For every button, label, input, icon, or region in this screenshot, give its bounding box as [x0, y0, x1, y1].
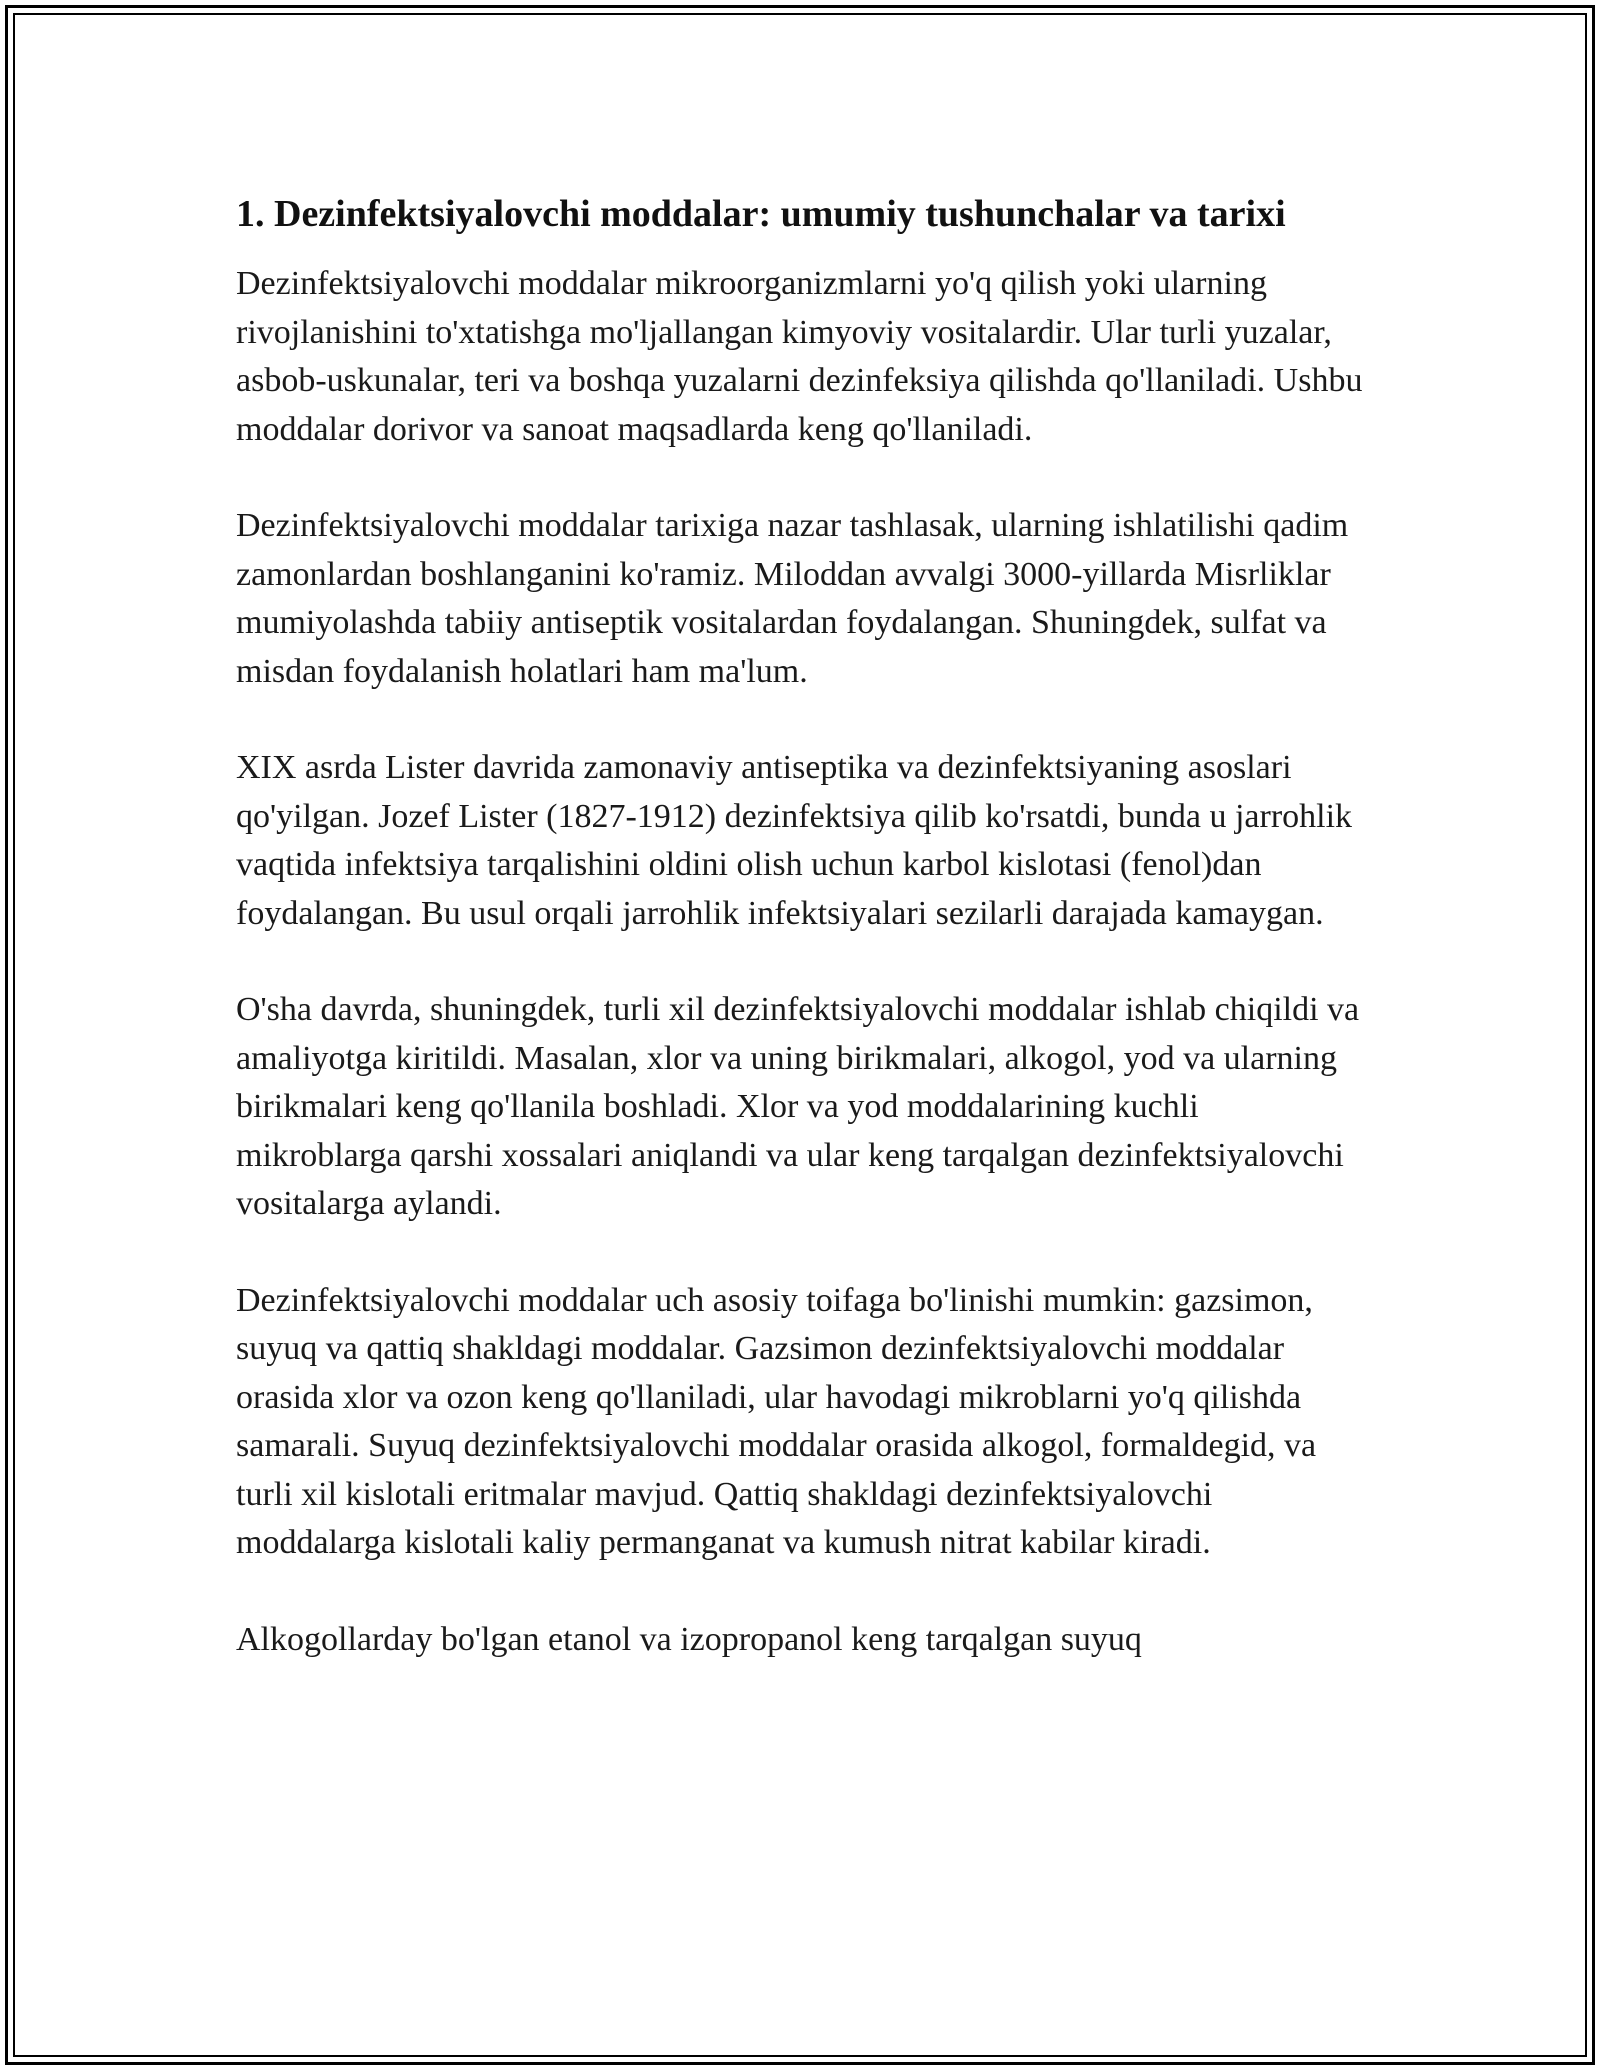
paragraph-categories: Dezinfektsiyalovchi moddalar uch asosiy toifaga bo'linishi mumkin: gazsimon, suyuq va qattiq shakldagi moddalar. Gazsimon dezinfektsiyalovchi moddalar orasida xlor va ozon keng qo'llaniladi, ular havodagi mikroblarni yo'q qilishda samarali. Suyuq dezinfektsiyalovchi moddalar orasida alkogol, formaldegid, va turli xil kislotali eritmalar mavjud. Qattiq shakldagi dezinfektsiyalovchi moddalarga kislotali kaliy permanganat va kumush nitrat kabilar kiradi.: [236, 1281, 1317, 1561]
paragraph-definition: Dezinfektsiyalovchi moddalar mikroorganizmlarni yo'q qilish yoki ularning rivojlanishini to'xtatishga mo'ljallangan kimyoviy vositalardir. Ular turli yuzalar, asbob-uskunalar, teri va boshqa yuzalarni dezinfeksiya qilishda qo'llaniladi. Ushbu moddalar dorivor va sanoat maqsadlarda keng qo'llaniladi.: [236, 265, 1363, 448]
paragraph-alcohols: Alkogollarday bo'lgan etanol va izopropanol keng tarqalgan suyuq: [236, 1620, 1142, 1658]
document-body: [236, 186, 1371, 1712]
paragraph-lister-era: XIX asrda Lister davrida zamonaviy antiseptika va dezinfektsiyaning asoslari qo'yilgan. Jozef Lister (1827-1912) dezinfektsiya qilib ko'rsatdi, bunda u jarrohlik vaqtida infektsiya tarqalishini oldini olish uchun karbol kislotasi (fenol)dan foydalangan. Bu usul orqali jarrohlik infektsiyalari sezilarli darajada kamaygan.: [236, 749, 1353, 932]
paragraph-new-agents: O'sha davrda, shuningdek, turli xil dezinfektsiyalovchi moddalar ishlab chiqildi va amaliyotga kiritildi. Masalan, xlor va uning birikmalari, alkogol, yod va ularning birikmalari keng qo'llanila boshladi. Xlor va yod moddalarining kuchli mikroblarga qarshi xossalari aniqlandi va ular keng tarqalgan dezinfektsiyalovchi vositalarga aylandi.: [236, 991, 1360, 1222]
section-heading: 1. Dezinfektsiyalovchi moddalar: umumiy tushunchalar va tarixi: [236, 193, 1286, 235]
paragraph-ancient-history: Dezinfektsiyalovchi moddalar tarixiga nazar tashlasak, ularning ishlatilishi qadim zamonlardan boshlanganini ko'ramiz. Miloddan avvalgi 3000-yillarda Misrliklar mumiyolashda tabiiy antiseptik vositalardan foydalangan. Shuningdek, sulfat va misdan foydalanish holatlari ham ma'lum.: [236, 507, 1349, 690]
